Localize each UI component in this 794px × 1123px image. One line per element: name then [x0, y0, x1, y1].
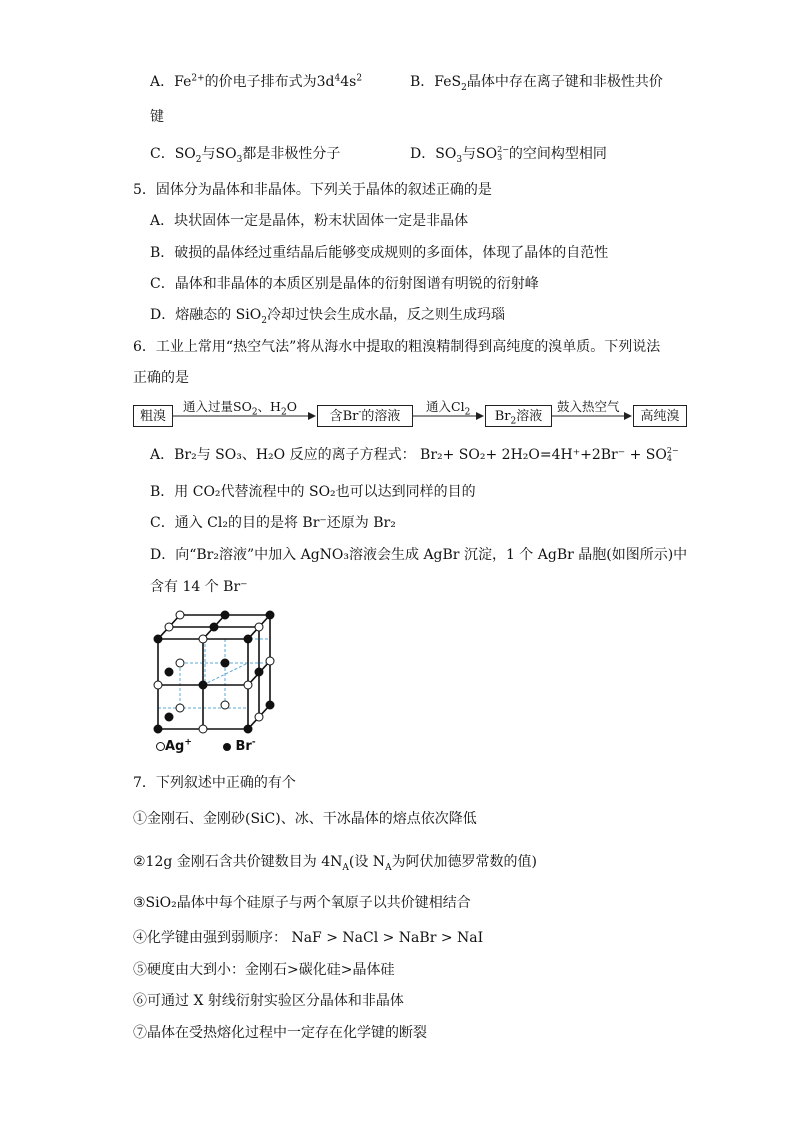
q7-statement-5: ⑤硬度由大到小：金刚石>碳化硅>晶体硅: [133, 962, 395, 978]
flow-box-pure-bromine: 高纯溴: [633, 405, 687, 427]
q4-option-b-cont: 键: [150, 109, 164, 125]
flow-box-br-solution: 含Br-的溶液: [317, 405, 413, 427]
q7-stem: 7．下列叙述中正确的有个: [133, 775, 296, 791]
atoms: [154, 611, 274, 733]
q6-option-d-line1: D．向“Br₂溶液”中加入 AgNO₃溶液会生成 AgBr 沉淀，1 个 AgBr 晶胞(如图所示)中: [150, 547, 688, 563]
q7-statement-2: ②12g 金刚石含共价键数目为 $4N_A$(设 $N_A$为阿伏加德罗常数的值): [133, 854, 538, 873]
cube-edges: [158, 615, 270, 729]
flow-label-1: 通入过量$SO_2$、$H_2O$: [183, 399, 297, 418]
q6-option-d-line2: 含有 14 个 Br⁻: [150, 579, 248, 595]
q5-option-a: A．块状固体一定是晶体，粉末状固体一定是非晶体: [150, 213, 469, 229]
inner-dashed-lines: [158, 639, 270, 708]
q7-statement-4: ④化学键由强到弱顺序： NaF > NaCl > NaBr > NaI: [133, 930, 484, 946]
q5-option-d: D．熔融态的 SiO$_2$冷却过快会生成水晶，反之则生成玛瑙: [150, 307, 505, 326]
q4-option-c: C．$SO_2$与$SO_3$都是非极性分子: [150, 146, 341, 165]
q6-option-c: C．通入 Cl₂的目的是将 Br⁻还原为 Br₂: [150, 515, 396, 531]
flow-label-3: 鼓入热空气: [557, 399, 620, 414]
ag-marker-icon: [156, 742, 165, 751]
q5-option-c: C．晶体和非晶体的本质区别是晶体的衍射图谱有明锐的衍射峰: [150, 276, 539, 292]
q6-stem-line2: 正确的是: [133, 370, 189, 386]
agbr-unit-cell-diagram: [148, 605, 288, 735]
br-marker-icon: [223, 743, 231, 751]
q7-statement-1: ①金刚石、金刚砂(SiC)、冰、干冰晶体的熔点依次降低: [133, 811, 477, 827]
q5-option-b: B．破损的晶体经过重结晶后能够变成规则的多面体，体现了晶体的自范性: [150, 245, 609, 261]
q4-option-a: A．$Fe^{2+}$的价电子排布式为$3d^44s^2$: [150, 73, 363, 90]
q7-statement-3: ③SiO₂晶体中每个硅原子与两个氧原子以共价键相结合: [133, 895, 471, 911]
q6-option-b: B．用 CO₂代替流程中的 SO₂也可以达到同样的目的: [150, 484, 476, 500]
flow-box-br2-solution: $Br_2$溶液: [485, 405, 552, 427]
q6-option-a: A．Br₂与 SO₃、H₂O 反应的离子方程式： Br₂+ SO₂+ 2H₂O=4H⁺+2Br⁻ + SO 2− 4: [150, 446, 679, 463]
flow-label-2: 通入$Cl_2$: [426, 399, 471, 418]
q7-statement-6: ⑥可通过 X 射线衍射实验区分晶体和非晶体: [133, 993, 404, 1009]
flow-box-crude-bromine: 粗溴: [133, 405, 173, 427]
q4-option-d: D．$SO_3$与SO 2− 3 的空间构型相同: [410, 145, 607, 165]
q7-statement-7: ⑦晶体在受热熔化过程中一定存在化学键的断裂: [133, 1025, 427, 1041]
cell-legend: Ag+ Br-: [156, 737, 256, 757]
q4-option-b: B．FeS$_2$晶体中存在离子键和非极性共价: [410, 74, 663, 93]
q6-stem-line1: 6．工业上常用“热空气法”将从海水中提取的粗溴精制得到高纯度的溴单质。下列说法: [133, 339, 661, 355]
q5-stem: 5．固体分为晶体和非晶体。下列关于晶体的叙述正确的是: [133, 182, 492, 198]
